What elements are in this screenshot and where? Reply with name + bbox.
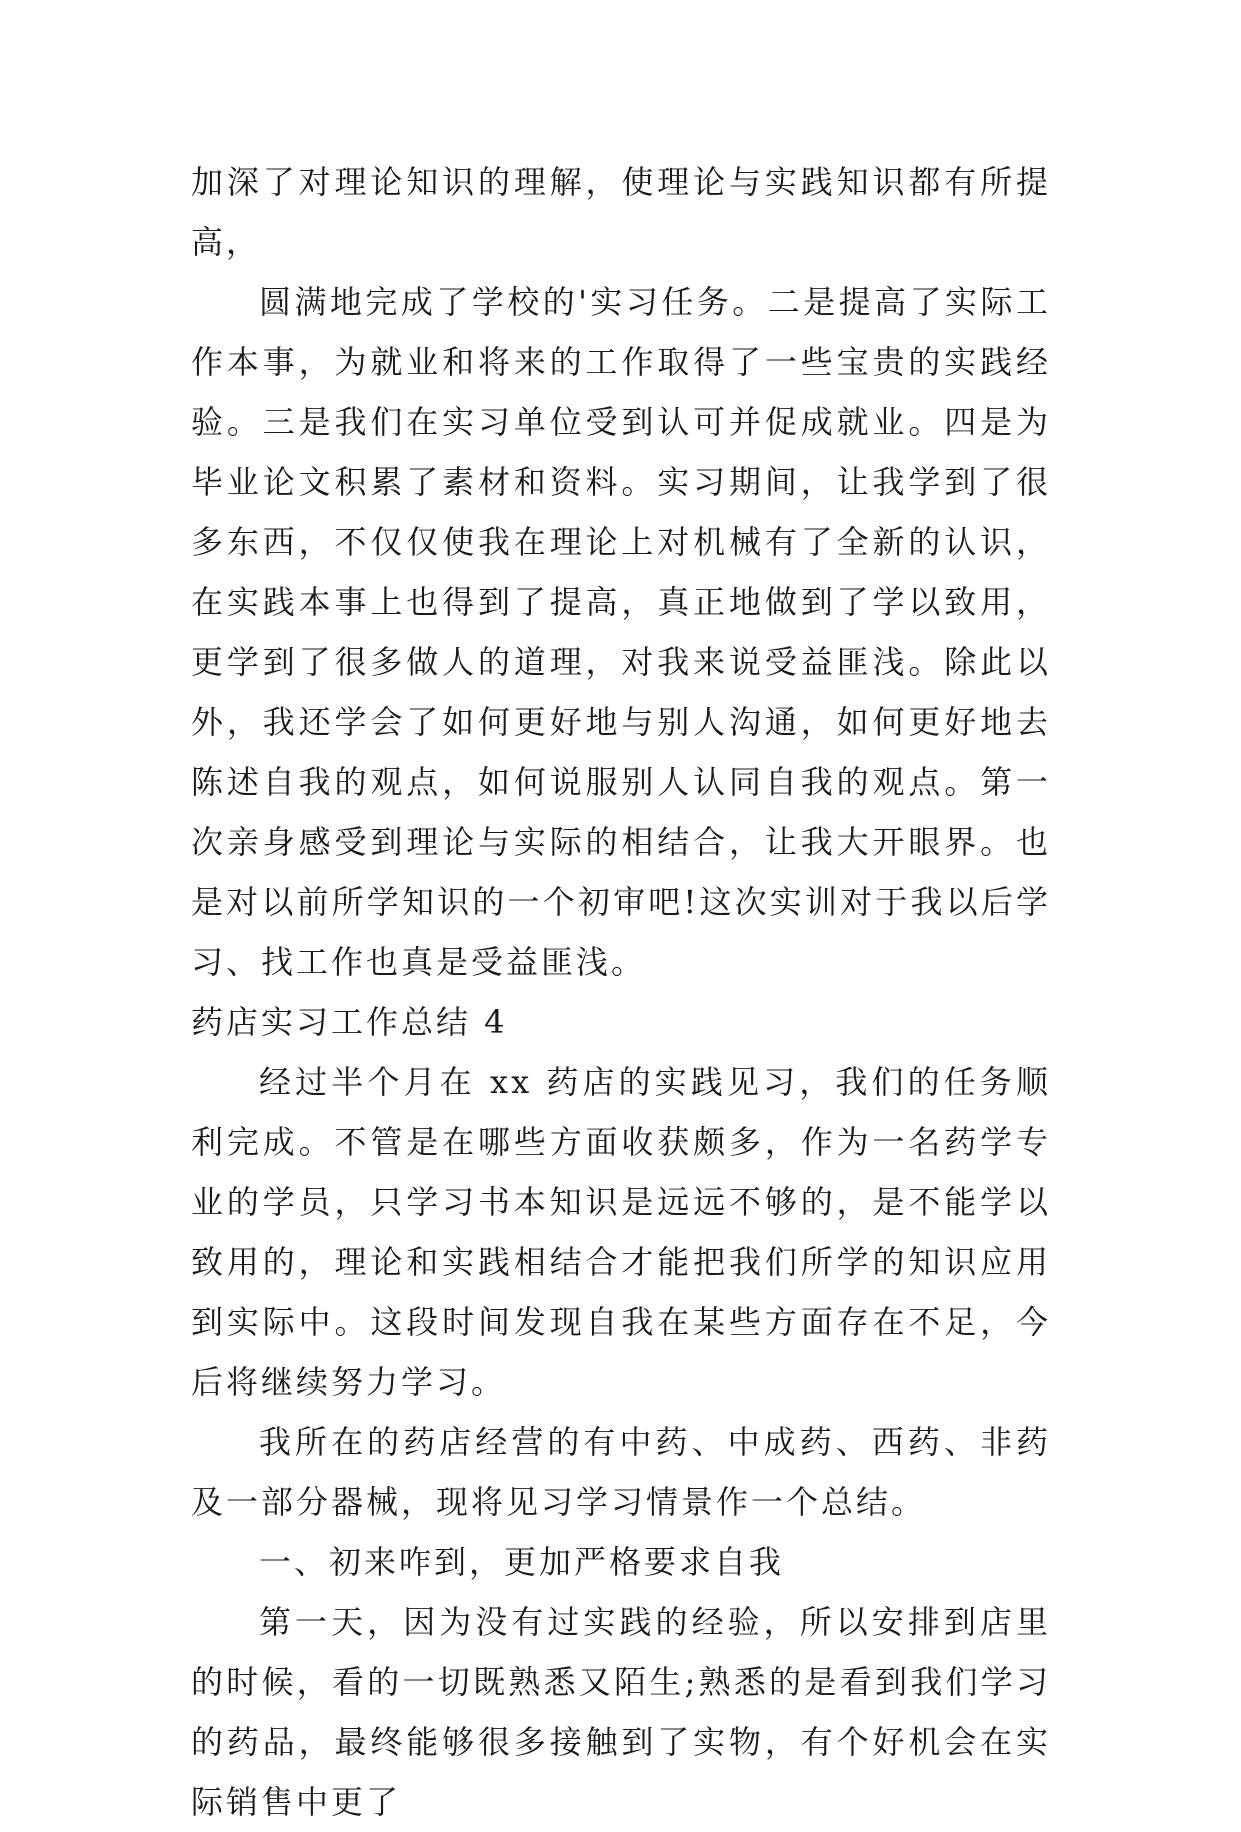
paragraph-first-day: 第一天，因为没有过实践的经验，所以安排到店里的时候，看的一切既熟悉又陌生;熟悉的是看到我们学习的药品，最终能够很多接触到了实物，有个好机会在实际销售中更了 bbox=[191, 1603, 1051, 1821]
subheading-first-point: 一、初来咋到，更加严格要求自我 bbox=[259, 1543, 785, 1581]
section-title: 药店实习工作总结 4 bbox=[191, 1003, 508, 1041]
paragraph-internship-gains: 圆满地完成了学校的'实习任务。二是提高了实际工作本事，为就业和将来的工作取得了一些宝贵的实践经验。三是我们在实习单位受到认可并促成就业。四是为毕业论文积累了素材和资料。实习期间，让我学到了很多东西，不仅仅使我在理论上对机械有了全新的认识，在实践本事上也得到了提高，真正地做到了学以致用，更学到了很多做人的道理，对我来说受益匪浅。除此以外，我还学会了如何更好地与别人沟通，如何更好地去陈述自我的观点，如何说服别人认同自我的观点。第一次亲身感受到理论与实际的相结合，让我大开眼界。也是对以前所学知识的一个初审吧!这次实训对于我以后学习、找工作也真是受益匪浅。 bbox=[191, 283, 1051, 981]
paragraph-pharmacy-scope: 我所在的药店经营的有中药、中成药、西药、非药及一部分器械，现将见习学习情景作一个总结。 bbox=[191, 1423, 1051, 1521]
paragraph-intro: 经过半个月在 xx 药店的实践见习，我们的任务顺利完成。不管是在哪些方面收获颇多，作为一名药学专业的学员，只学习书本知识是远远不够的，是不能学以致用的，理论和实践相结合才能把我们所学的知识应用到实际中。这段时间发现自我在某些方面存在不足，今后将继续努力学习。 bbox=[191, 1063, 1051, 1401]
paragraph-continuation: 加深了对理论知识的理解，使理论与实践知识都有所提高， bbox=[191, 163, 1051, 261]
document-body bbox=[191, 152, 1051, 1832]
